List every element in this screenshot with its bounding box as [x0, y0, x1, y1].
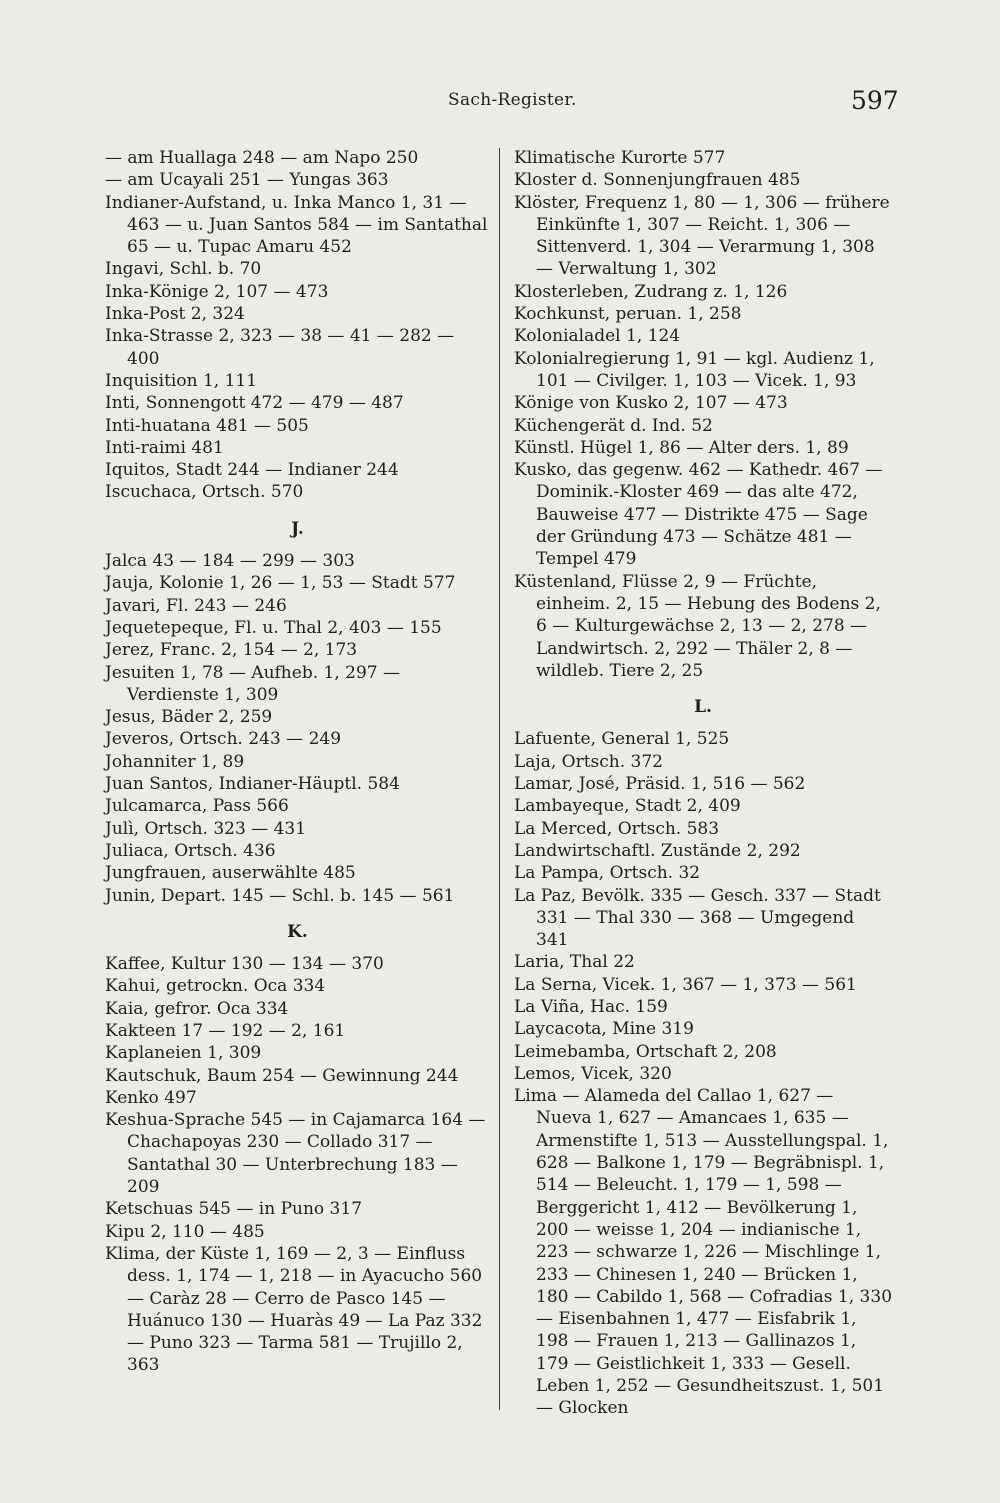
index-entry: Jauja, Kolonie 1, 26 — 1, 53 — Stadt 577	[105, 573, 456, 594]
index-entry: Jequetepeque, Fl. u. Thal 2, 403 — 155	[105, 617, 442, 638]
index-entry: Julì, Ortsch. 323 — 431	[105, 818, 307, 839]
index-entry: Kaffee, Kultur 130 — 134 — 370	[105, 954, 384, 975]
index-entry: Laja, Ortsch. 372	[514, 751, 663, 772]
index-entry: Ingavi, Schl. b. 70	[105, 259, 262, 280]
index-entry: Klosterleben, Zudrang z. 1, 126	[514, 281, 788, 302]
column-divider	[499, 148, 500, 1410]
index-column-left	[105, 147, 490, 1377]
index-entry: Küstenland, Flüsse 2, 9 — Früchte, einheim. 2, 15 — Hebung des Bodens 2, 6 — Kulturgewächse 2, 13 — 2, 278 — Landwirtsch. 2, 292 — Thäler 2, 8 — wildleb. Tiere 2, 25	[514, 571, 881, 681]
index-entry: Klimatische Kurorte 577	[514, 148, 726, 168]
index-entry: Kenko 497	[105, 1087, 197, 1108]
index-entry: Kautschuk, Baum 254 — Gewinnung 244	[105, 1065, 459, 1086]
index-entry: Inquisition 1, 111	[105, 370, 258, 391]
index-entry: Johanniter 1, 89	[105, 751, 245, 772]
index-entry: Kochkunst, peruan. 1, 258	[514, 304, 742, 325]
index-entry: La Paz, Bevölk. 335 — Gesch. 337 — Stadt 331 — Thal 330 — 368 — Umgegend 341	[514, 885, 881, 951]
index-entry: La Serna, Vicek. 1, 367 — 1, 373 — 561	[514, 974, 857, 995]
index-entry: Lamar, José, Präsid. 1, 516 — 562	[514, 774, 806, 795]
index-entry: Jungfrauen, auserwählte 485	[105, 863, 356, 884]
index-entry: Kolonialregierung 1, 91 — kgl. Audienz 1, 101 — Civilger. 1, 103 — Vicek. 1, 93	[514, 348, 875, 391]
index-entry: Könige von Kusko 2, 107 — 473	[514, 393, 788, 414]
index-entry: Jesus, Bäder 2, 259	[105, 707, 273, 728]
index-entry: Iscuchaca, Ortsch. 570	[105, 482, 304, 503]
index-entry: Lambayeque, Stadt 2, 409	[514, 796, 741, 817]
index-entry: Kaplaneien 1, 309	[105, 1043, 262, 1064]
index-entry: Junin, Depart. 145 — Schl. b. 145 — 561	[105, 885, 455, 906]
index-entry: Javari, Fl. 243 — 246	[105, 595, 287, 616]
index-entry: Ketschuas 545 — in Puno 317	[105, 1199, 363, 1220]
index-entry: Inti-huatana 481 — 505	[105, 415, 309, 436]
index-entry: Keshua-Sprache 545 — in Cajamarca 164 — Chachapoyas 230 — Collado 317 — Santathal 30 — Unterbrechung 183 — 209	[105, 1110, 486, 1198]
index-entry: Juliaca, Ortsch. 436	[105, 840, 276, 861]
index-entry: Lima — Alameda del Callao 1, 627 — Nueva 1, 627 — Amancaes 1, 635 — Armenstifte 1, 513 — Ausstellungspal. 1, 628 — Balkone 1, 179 — Begräbnispl. 1, 514 — Beleucht. 1, 179 — 1, 598 — Berggericht 1, 412 — Bevölkerung 1, 200 — weisse 1, 204 — indianische 1, 223 — schwarze 1, 226 — Mischlinge 1, 233 — Chinesen 1, 240 — Brücken 1, 180 — Cabildo 1, 568 — Cofradias 1, 330 — Eisenbahnen 1, 477 — Eisfabrik 1, 198 — Frauen 1, 213 — Gallinazos 1, 179 — Geistlichkeit 1, 333 — Gesell. Leben 1, 252 — Gesundheitszust. 1, 501 — Glocken	[514, 1086, 893, 1419]
index-entry: Kaia, gefror. Oca 334	[105, 998, 289, 1019]
index-entry: La Viña, Hac. 159	[514, 996, 668, 1017]
index-entry: Inka-Post 2, 324	[105, 304, 245, 325]
index-entry: Lafuente, General 1, 525	[514, 729, 730, 750]
index-entry: La Merced, Ortsch. 583	[514, 818, 720, 839]
section-letter-heading: J.	[291, 518, 304, 539]
index-entry: Laria, Thal 22	[514, 952, 635, 973]
index-entry: Juan Santos, Indianer-Häuptl. 584	[105, 774, 400, 795]
index-entry: La Pampa, Ortsch. 32	[514, 863, 701, 884]
index-entry: Künstl. Hügel 1, 86 — Alter ders. 1, 89	[514, 437, 849, 458]
index-entry: Jerez, Franc. 2, 154 — 2, 173	[105, 640, 358, 661]
index-entry: Lemos, Vicek, 320	[514, 1063, 672, 1084]
section-letter-heading: K.	[287, 921, 308, 942]
index-entry: Kahui, getrockn. Oca 334	[105, 976, 326, 997]
section-letter-heading: L.	[694, 697, 712, 718]
index-entry: Inka-Könige 2, 107 — 473	[105, 281, 329, 302]
index-entry: Inti, Sonnengott 472 — 479 — 487	[105, 393, 404, 414]
running-title: Sach-Register.	[448, 90, 577, 110]
index-entry: Klima, der Küste 1, 169 — 2, 3 — Einfluss dess. 1, 174 — 1, 218 — in Ayacucho 560 — Caràz 28 — Cerro de Pasco 145 — Huánuco 130 — Huaràs 49 — La Paz 332 — Puno 323 — Tarma 581 — Trujillo 2, 363	[105, 1243, 483, 1376]
index-entry: — am Huallaga 248 — am Napo 250	[105, 148, 419, 168]
index-entry: Kusko, das gegenw. 462 — Kathedr. 467 — Dominik.-Kloster 469 — das alte 472, Bauweise 477 — Distrikte 475 — Sage der Gründung 473 — Schätze 481 — Tempel 479	[514, 460, 883, 570]
index-entry: Inka-Strasse 2, 323 — 38 — 41 — 282 — 400	[105, 326, 455, 369]
index-entry: Kloster d. Sonnenjungfrauen 485	[514, 170, 801, 191]
index-entry: Leimebamba, Ortschaft 2, 208	[514, 1041, 777, 1062]
index-entry: Küchengerät d. Ind. 52	[514, 415, 713, 436]
index-entry: Klöster, Frequenz 1, 80 — 1, 306 — frühere Einkünfte 1, 307 — Reicht. 1, 306 — Sittenverd. 1, 304 — Verarmung 1, 308 — Verwaltung 1, 302	[514, 192, 890, 280]
index-entry: Jalca 43 — 184 — 299 — 303	[105, 551, 355, 572]
index-entry: Jeveros, Ortsch. 243 — 249	[105, 729, 342, 750]
index-entry: Julcamarca, Pass 566	[105, 796, 289, 817]
index-entry: Laycacota, Mine 319	[514, 1019, 694, 1040]
page-number: 597	[851, 86, 899, 115]
index-entry: Kakteen 17 — 192 — 2, 161	[105, 1020, 346, 1041]
index-entry: — am Ucayali 251 — Yungas 363	[105, 170, 389, 191]
index-entry: Jesuiten 1, 78 — Aufheb. 1, 297 — Verdienste 1, 309	[105, 662, 400, 705]
page-header	[0, 86, 1000, 118]
index-entry: Inti-raimi 481	[105, 437, 224, 458]
index-entry: Iquitos, Stadt 244 — Indianer 244	[105, 460, 399, 481]
index-entry: Kolonialadel 1, 124	[514, 326, 681, 347]
index-column-right	[514, 147, 892, 1420]
index-entry: Landwirtschaftl. Zustände 2, 292	[514, 840, 801, 861]
index-entry: Kipu 2, 110 — 485	[105, 1221, 265, 1242]
index-entry: Indianer-Aufstand, u. Inka Manco 1, 31 — 463 — u. Juan Santos 584 — im Santathal 65 — u. Tupac Amaru 452	[105, 192, 488, 258]
